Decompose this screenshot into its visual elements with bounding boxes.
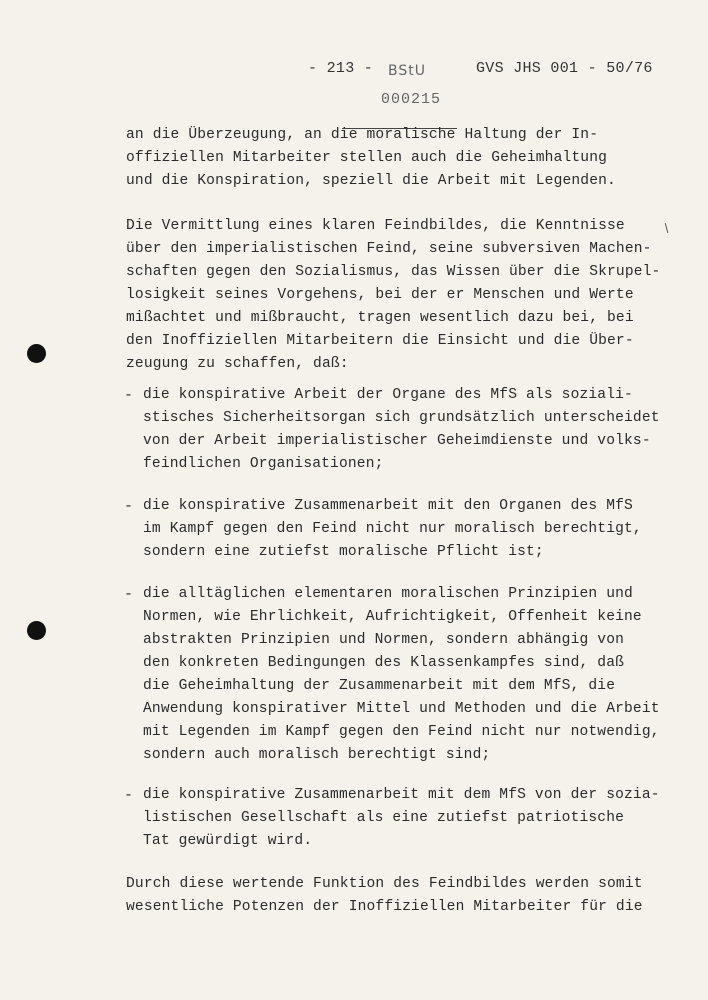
bullet-dash: - — [124, 787, 134, 804]
text-line: über den imperialistischen Feind, seine subversiven Machen- — [126, 241, 652, 257]
text-line: die konspirative Zusammenarbeit mit den Organen des MfS — [143, 498, 633, 514]
text-line: sondern eine zutiefst moralische Pflicht ist; — [143, 544, 544, 560]
text-line: stisches Sicherheitsorgan sich grundsätzlich unterscheidet — [143, 410, 660, 426]
punch-hole-icon — [27, 621, 46, 640]
text-line: den Inoffiziellen Mitarbeitern die Einsicht und die Über- — [126, 333, 634, 349]
text-line: offiziellen Mitarbeiter stellen auch die Geheimhaltung — [126, 150, 608, 166]
archive-stamp: BStU — [388, 63, 426, 79]
text-line: feindlichen Organisationen; — [143, 456, 384, 472]
archive-stamp-number: 000215 — [381, 91, 442, 108]
bullet-dash: - — [124, 498, 134, 515]
text-line: sondern auch moralisch berechtigt sind; — [143, 747, 491, 763]
punch-hole-icon — [27, 344, 46, 363]
page-number: - 213 - — [308, 60, 374, 77]
text-line: losigkeit seines Vorgehens, bei der er Menschen und Werte — [126, 287, 634, 303]
text-line: zeugung zu schaffen, daß: — [126, 356, 349, 372]
text-line: die Geheimhaltung der Zusammenarbeit mit dem MfS, die — [143, 678, 616, 694]
text-line: Normen, wie Ehrlichkeit, Aufrichtigkeit, Offenheit keine — [143, 609, 642, 625]
bullet-dash: - — [124, 586, 134, 603]
text-line: Die Vermittlung eines klaren Feindbildes, die Kenntnisse — [126, 218, 625, 234]
text-line: Tat gewürdigt wird. — [143, 833, 313, 849]
text-line: die konspirative Arbeit der Organe des MfS als soziali- — [143, 387, 633, 403]
text-line: im Kampf gegen den Feind nicht nur moralisch berechtigt, — [143, 521, 642, 537]
text-line: wesentliche Potenzen der Inoffiziellen Mitarbeiter für die — [126, 899, 643, 915]
text-line: listischen Gesellschaft als eine zutiefst patriotische — [143, 810, 625, 826]
text-line: die alltäglichen elementaren moralischen Prinzipien und — [143, 586, 633, 602]
text-line: schaften gegen den Sozialismus, das Wissen über die Skrupel- — [126, 264, 661, 280]
text-line: und die Konspiration, speziell die Arbeit mit Legenden. — [126, 173, 616, 189]
document-reference: GVS JHS 001 - 50/76 — [476, 60, 653, 77]
bullet-dash: - — [124, 387, 134, 404]
text-line: an die Überzeugung, an die moralische Haltung der In- — [126, 127, 599, 143]
text-line: Anwendung konspirativer Mittel und Methoden und die Arbeit — [143, 701, 660, 717]
text-line: abstrakten Prinzipien und Normen, sondern abhängig von — [143, 632, 625, 648]
text-line: die konspirative Zusammenarbeit mit dem MfS von der sozia- — [143, 787, 660, 803]
text-line: von der Arbeit imperialistischer Geheimdienste und volks- — [143, 433, 651, 449]
text-line: mit Legenden im Kampf gegen den Feind nicht nur notwendig, — [143, 724, 660, 740]
margin-tick-mark — [665, 223, 669, 233]
text-line: Durch diese wertende Funktion des Feindbildes werden somit — [126, 876, 643, 892]
text-line: mißachtet und mißbraucht, tragen wesentlich dazu bei, bei — [126, 310, 634, 326]
text-line: den konkreten Bedingungen des Klassenkampfes sind, daß — [143, 655, 625, 671]
